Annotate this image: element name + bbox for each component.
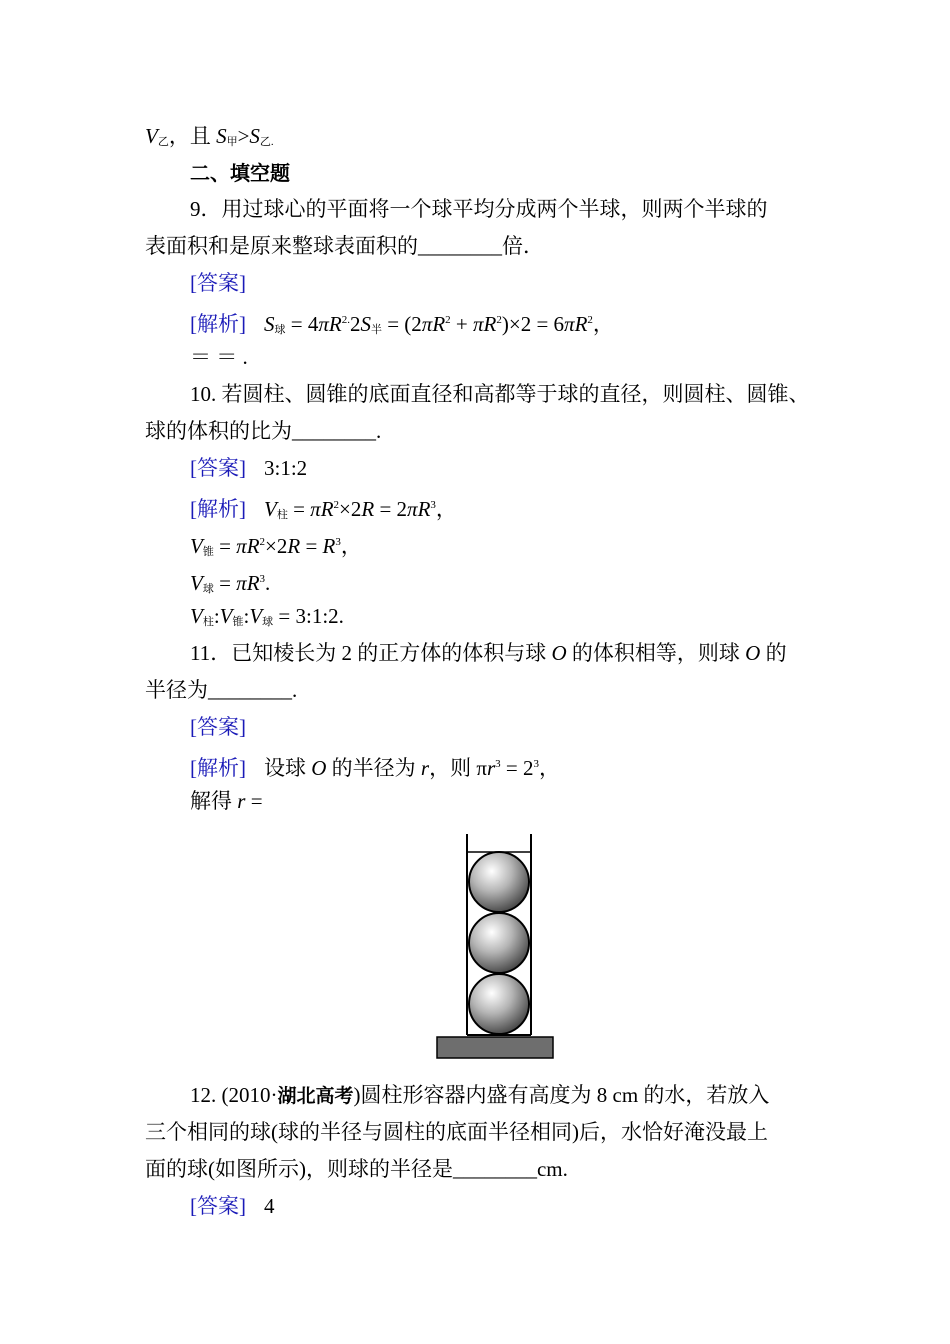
q10-solution-3: $V_球 = \pi R^3$. (190, 571, 271, 595)
base-plate (437, 1037, 553, 1058)
q9-answer-tag: [答案] (190, 271, 246, 295)
q10-solution-1: [解析] $V_柱 = \pi R^2\times 2R = 2\pi R^3$， (190, 497, 457, 521)
q9-line1: 9．用过球心的平面将一个球平均分成两个半球，则两个半球的 (190, 197, 768, 221)
q11-answer-tag: [答案] (190, 715, 246, 739)
q12-line2: 三个相同的球(球的半径与圆柱的底面半径相同)后，水恰好淹没最上 (145, 1120, 768, 1144)
section-title: 二、填空题 (190, 161, 290, 185)
q10-solution-4: $V_柱:V_锥:V_球$ = 3:1:2. (190, 604, 344, 628)
q12-answer: [答案] 4 (190, 1194, 275, 1218)
q9-solution-line2: ＝ ＝ . (190, 345, 248, 369)
q9-line2: 表面积和是原来整球表面积的________倍． (145, 234, 544, 258)
solution-tag: [解析] (190, 312, 246, 336)
q11-solution-2: 解得 r = (190, 789, 263, 813)
line-volume-compare: $V_乙$，且 $S_甲>S_{乙.}$ (145, 124, 274, 148)
q12-line3: 面的球(如图所示)，则球的半径是________cm. (145, 1157, 568, 1181)
q10-answer: [答案] 3:1:2 (190, 456, 308, 480)
q12-line1: 12. (2010·湖北高考)圆柱形容器内盛有高度为 8 cm 的水，若放入 (190, 1083, 770, 1107)
sphere-top (469, 852, 529, 912)
q9-solution: [解析] $S_球 = 4\pi R^{2.}2S_半 = (2\pi R^2 + \pi R^2)\times 2 = 6\pi R^2$， (190, 312, 614, 336)
sphere-middle (469, 913, 529, 973)
cylinder-spheres-figure (430, 830, 560, 1062)
q11-solution-1: [解析] 设球 O 的半径为 r，则 $\pi r^3 = 2^3$， (190, 756, 560, 780)
q10-line2: 球的体积的比为________. (145, 419, 382, 443)
q10-line1: 10. 若圆柱、圆锥的底面直径和高都等于球的直径，则圆柱、圆锥、 (190, 382, 810, 406)
sphere-bottom (469, 974, 529, 1034)
q11-line2: 半径为________. (145, 678, 298, 702)
q11-line1: 11．已知棱长为 2 的正方体的体积与球 O 的体积相等，则球 O 的 (190, 641, 787, 665)
q10-solution-2: $V_锥 = \pi R^2\times 2R = R^3$， (190, 534, 362, 558)
